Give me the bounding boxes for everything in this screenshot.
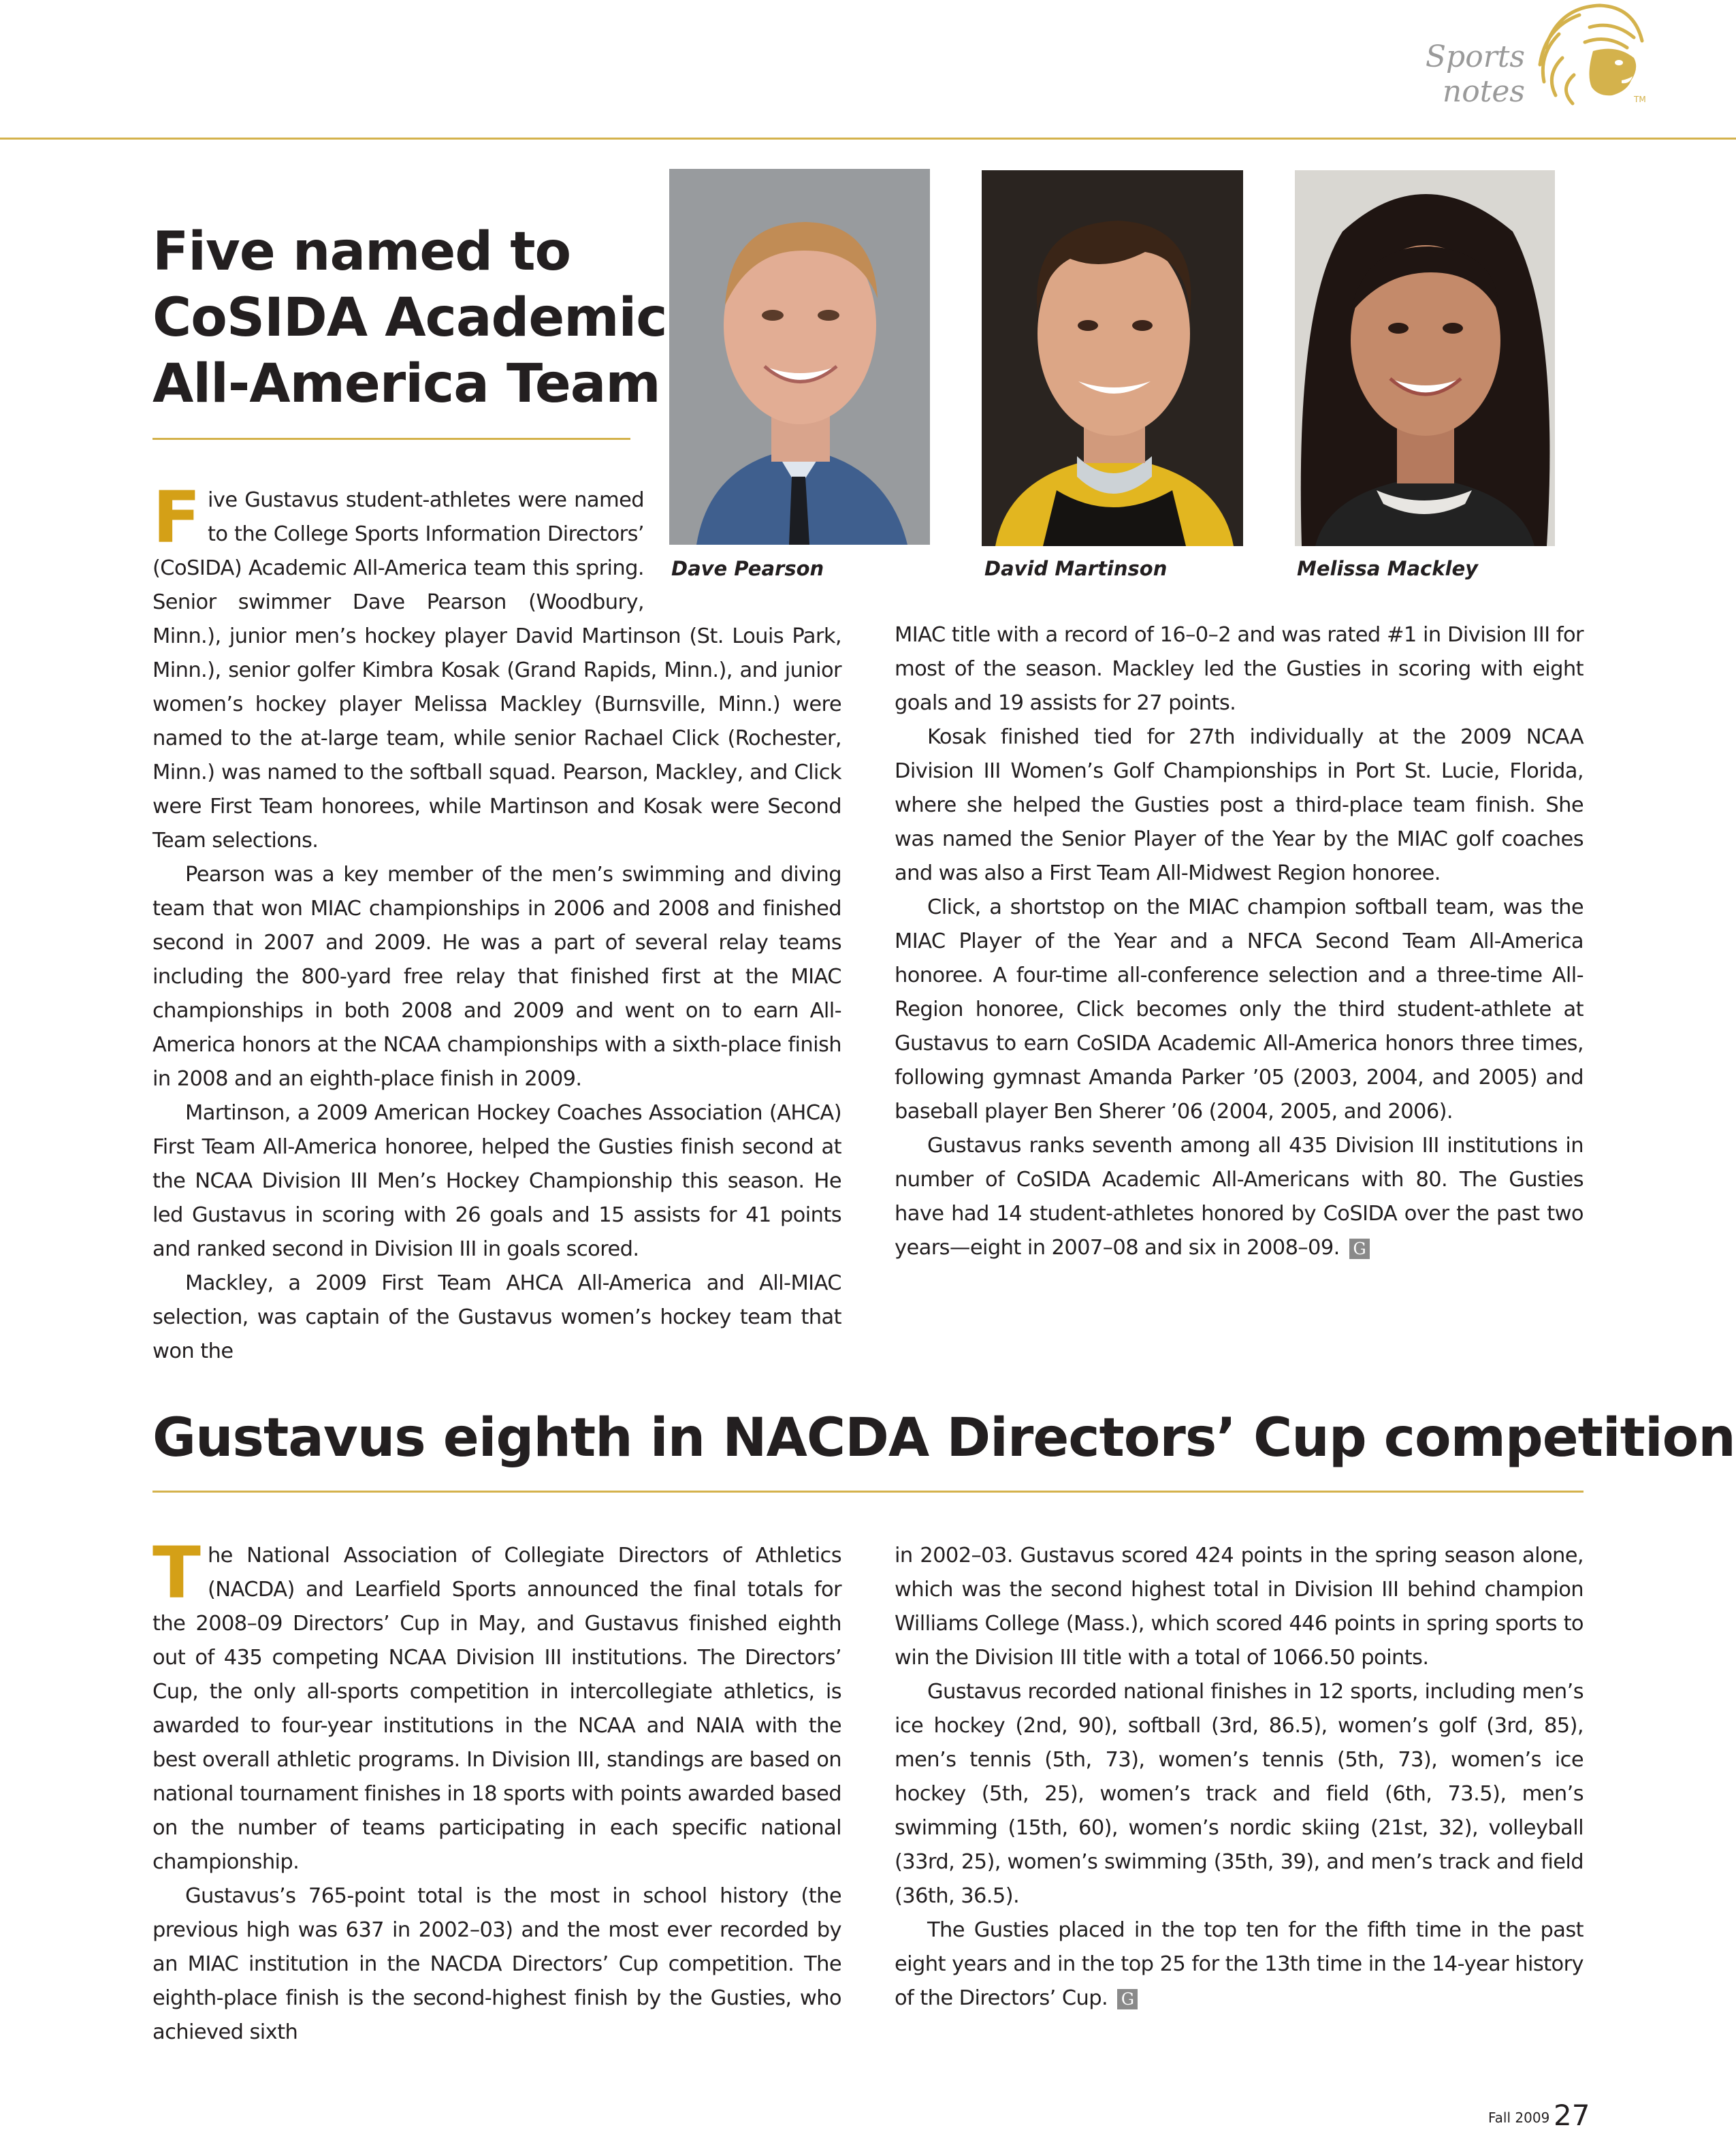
drop-cap: F <box>152 476 202 559</box>
issue-label: Fall 2009 <box>1488 2110 1550 2126</box>
article-body-column-1 <box>152 1531 841 2050</box>
article-body-column-2 <box>895 618 1584 1265</box>
lion-head-logo-icon <box>1532 0 1647 108</box>
paragraph: Gustavus’s 765-point total is the most in school history (the previous high was 637 in 2002–03) and the most ever recorded by an MIAC institution in the NACDA Directors’ Cup competition. The eighth-place finish is the second-highest finish by the Gusties, who achieved sixth <box>152 1884 841 2044</box>
paragraph: Click, a shortstop on the MIAC champion softball team, was the MIAC Player of the Year and a NFCA Second Team All-America honoree. A four-time all-conference selection and a three-time All-Region honoree, Click becomes only the third student-athlete at Gustavus to earn CoSIDA Academic All-America honors three times, following gymnast Amanda Parker ’05 (2003, 2004, and 2005) and baseball player Ben Sherer ’06 (2004, 2005, and 2006). <box>895 895 1584 1124</box>
photo-caption: Melissa Mackley <box>1297 557 1479 580</box>
drop-cap: T <box>152 1531 201 1614</box>
paragraph: Pearson was a key member of the men’s swimming and diving team that won MIAC championships in 2006 and 2008 and finished second in 2007 and 2009. He was a part of several relay teams including the 800-yard free relay that finished first at the MIAC championships in both 2008 and 2009 and went on to earn All-America honors at the NCAA championships with a sixth-place finish in 2008 and an eighth-place finish in 2009. <box>152 863 841 1091</box>
photo-caption: David Martinson <box>984 557 1168 580</box>
article-body-column-1 <box>152 476 841 1369</box>
paragraph: Gustavus recorded national finishes in 12 sports, including men’s ice hockey (2nd, 90), softball (3rd, 86.5), women’s golf (3rd, 85), men’s tennis (5th, 73), women’s tennis (5th, 73), women’s ice hockey (5th, 25), women’s track and field (6th, 73.5), men’s swimming (15th, 60), women’s nordic skiing (21st, 32), volleyball (33rd, 25), women’s swimming (35th, 39), and men’s track and field (36th, 36.5). <box>895 1680 1584 1908</box>
photo-david-martinson <box>982 170 1243 546</box>
end-mark-icon: G <box>1349 1239 1370 1259</box>
header-divider <box>0 138 1736 140</box>
article-title: Gustavus eighth in NACDA Directors’ Cup competition <box>152 1407 1735 1469</box>
paragraph: Mackley, a 2009 First Team AHCA All-America and All-MIAC selection, was captain of the Gustavus women’s hockey team that won the <box>152 1271 841 1363</box>
paragraph: The National Association of Collegiate Directors of Athletics (NACDA) and Learfield Sports announced the final totals for the 2008–09 Directors’ Cup in May, and Gustavus finished eighth out of 435 competing NCAA Division III institutions. The Directors’ Cup, the only all-sports competition in intercollegiate athletics, is awarded to four-year institutions in the NCAA and NAIA with the best overall athletic programs. In Division III, standings are based on national tournament finishes in 18 sports with points awarded based on the number of teams participating in each specific national championship. <box>152 1531 841 1874</box>
section-label: Sports notes <box>1425 39 1525 109</box>
title-divider <box>152 1491 1584 1493</box>
paragraph: Gustavus ranks seventh among all 435 Division III institutions in number of CoSIDA Academic All-Americans with 80. The Gusties have had 14 student-athletes honored by CoSIDA over the past two years—eight in 2007–08 and six in 2008–09. G <box>895 1134 1584 1260</box>
paragraph: Five Gustavus student-athletes were named to the College Sports Information Directors’ (CoSIDA) Academic All-America team this spring. Senior swimmer Dave Pearson (Woodbury, Minn.), junior men’s hockey player David Martinson (St. Louis Park, Minn.), senior golfer Kimbra Kosak (Grand Rapids, Minn.), and junior women’s hockey player Melissa Mackley (Burnsville, Minn.) were named to the at-large team, while senior Rachael Click (Rochester, Minn.) was named to the softball squad. Pearson, Mackley, and Click were First Team honorees, while Martinson and Kosak were Second Team selections. <box>152 476 841 853</box>
end-mark-icon: G <box>1117 1989 1138 2009</box>
logo-trademark: TM <box>1634 95 1646 104</box>
article-body-column-2 <box>895 1539 1584 2016</box>
paragraph: The Gusties placed in the top ten for the fifth time in the past eight years and in the top 25 for the 13th time in the 14-year history of the Directors’ Cup. G <box>895 1918 1584 2010</box>
paragraph: MIAC title with a record of 16–0–2 and was rated #1 in Division III for most of the season. Mackley led the Gusties in scoring with eight goals and 19 assists for 27 points. <box>895 623 1584 715</box>
photo-caption: Dave Pearson <box>671 557 824 580</box>
page-number: 27 <box>1554 2099 1590 2132</box>
paragraph: in 2002–03. Gustavus scored 424 points in the spring season alone, which was the second highest total in Division III behind champion Williams College (Mass.), which scored 446 points in spring sports to win the Division III title with a total of 1066.50 points. <box>895 1544 1584 1670</box>
article-title: Five named to CoSIDA Academic All-America Team <box>152 221 667 415</box>
paragraph: Martinson, a 2009 American Hockey Coaches Association (AHCA) First Team All-America honoree, helped the Gusties finish second at the NCAA Division III Men’s Hockey Championship this season. He led Gustavus in scoring with 26 goals and 15 assists for 41 points and ranked second in Division III in goals scored. <box>152 1101 841 1261</box>
title-divider <box>152 438 630 440</box>
photo-melissa-mackley <box>1295 170 1555 546</box>
paragraph: Kosak finished tied for 27th individually at the 2009 NCAA Division III Women’s Golf Championships in Port St. Lucie, Florida, where she helped the Gusties post a third-place team finish. She was named the Senior Player of the Year by the MIAC golf coaches and was also a First Team All-Midwest Region honoree. <box>895 725 1584 885</box>
